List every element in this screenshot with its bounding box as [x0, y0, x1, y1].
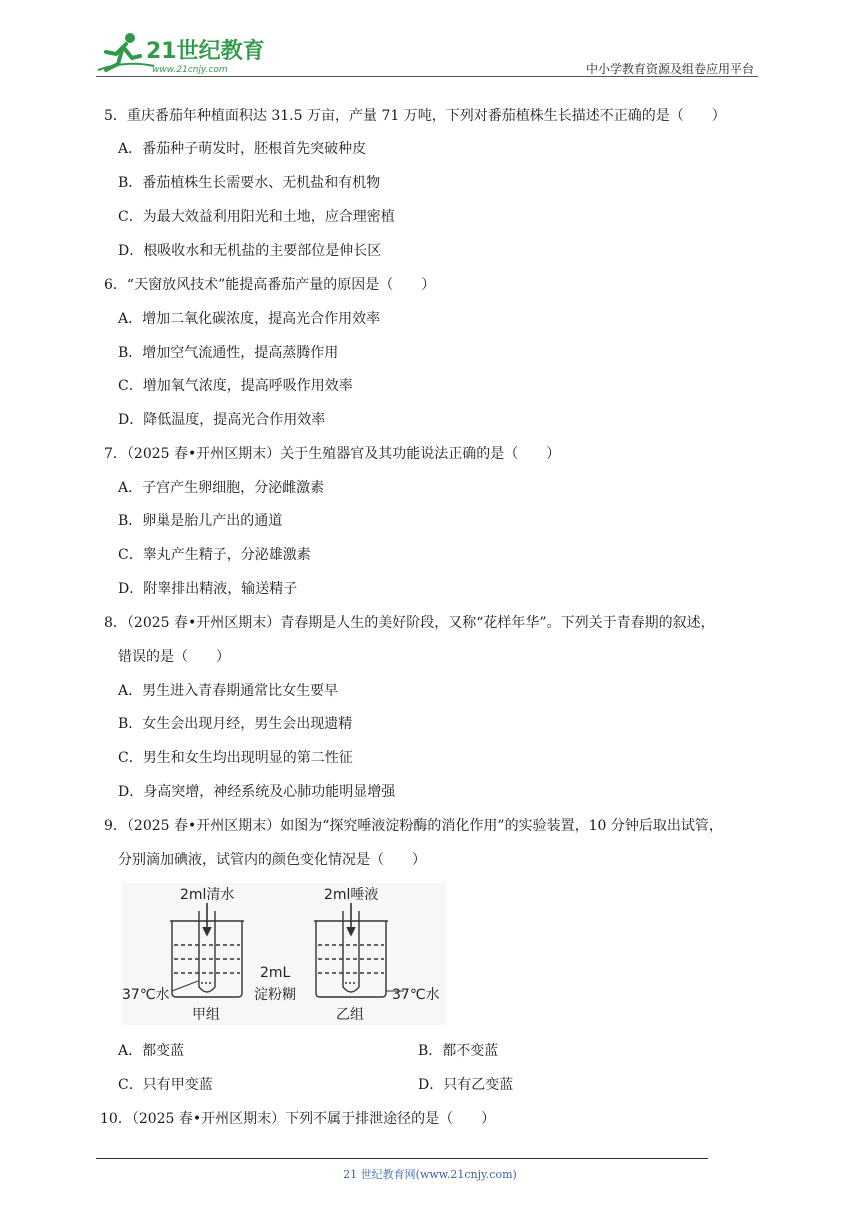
- question-10: 10．（2025 春•开州区期末）下列不属于排泄途径的是（ ）: [100, 1111, 496, 1127]
- q5-option-b: B．番茄植株生长需要水、无机盐和有机物: [118, 175, 381, 191]
- q5-option-d: D．根吸收水和无机盐的主要部位是伸长区: [118, 243, 382, 259]
- q8-option-a: A．男生进入青春期通常比女生要早: [118, 683, 339, 699]
- q9-option-c: C．只有甲变蓝: [118, 1077, 213, 1093]
- q8-option-b: B．女生会出现月经，男生会出现遗精: [118, 716, 353, 732]
- q6-option-c: C．增加氧气浓度，提高呼吸作用效率: [118, 378, 353, 394]
- footer-divider: [96, 1158, 708, 1159]
- q7-option-a: A．子宫产生卵细胞，分泌雌激素: [118, 480, 325, 496]
- left-group-label: 甲组: [192, 1007, 220, 1023]
- footer-link[interactable]: 21 世纪教育网(www.21cnjy.com): [343, 1168, 517, 1181]
- center-volume-label: 2mL: [260, 965, 291, 981]
- q8-option-d: D．身高突增，神经系统及心肺功能明显增强: [118, 784, 396, 800]
- q7-option-c: C．睾丸产生精子，分泌雄激素: [118, 547, 311, 563]
- left-top-label: 2ml清水: [180, 887, 235, 903]
- question-5: 5．重庆番茄年种植面积达 31.5 万亩，产量 71 万吨，下列对番茄植株生长描述不正确的是（ ）: [104, 108, 726, 124]
- question-6: 6．“天窗放风技术”能提高番茄产量的原因是（ ）: [104, 277, 436, 293]
- site-logo: [96, 30, 266, 76]
- svg-text:21世纪教育: 21世纪教育: [146, 39, 265, 64]
- question-8-cont: 错误的是（ ）: [118, 649, 230, 665]
- left-water-label: 37℃水: [122, 987, 170, 1003]
- q9-option-d: D．只有乙变蓝: [418, 1077, 514, 1093]
- q7-option-d: D．附睾排出精液，输送精子: [118, 581, 298, 597]
- right-top-label: 2ml唾液: [324, 887, 379, 903]
- q5-option-a: A．番茄种子萌发时，胚根首先突破种皮: [118, 141, 367, 157]
- question-8: 8．（2025 春•开州区期末）青春期是人生的美好阶段，又称“花样年华”。下列关于青春期的叙述，: [104, 615, 715, 631]
- q6-option-b: B．增加空气流通性，提高蒸腾作用: [118, 345, 339, 361]
- svg-text:www.21cnjy.com: www.21cnjy.com: [152, 65, 228, 75]
- question-9-cont: 分别滴加碘液，试管内的颜色变化情况是（ ）: [118, 852, 426, 868]
- q9-option-a: A．都变蓝: [118, 1043, 185, 1059]
- platform-name: 中小学教育资源及组卷应用平台: [585, 62, 754, 76]
- q8-option-c: C．男生和女生均出现明显的第二性征: [118, 750, 353, 766]
- q5-option-c: C．为最大效益利用阳光和土地，应合理密植: [118, 209, 395, 225]
- center-substance-label: 淀粉糊: [254, 987, 296, 1003]
- question-7: 7．（2025 春•开州区期末）关于生殖器官及其功能说法正确的是（ ）: [104, 446, 561, 462]
- experiment-diagram: [122, 883, 446, 1025]
- q6-option-d: D．降低温度，提高光合作用效率: [118, 412, 326, 428]
- page-header: [96, 30, 758, 80]
- q6-option-a: A．增加二氧化碳浓度，提高光合作用效率: [118, 311, 381, 327]
- header-divider: [96, 76, 758, 77]
- q9-option-b: B．都不变蓝: [418, 1043, 499, 1059]
- right-group-label: 乙组: [336, 1007, 364, 1023]
- question-9: 9．（2025 春•开州区期末）如图为“探究唾液淀粉酶的消化作用”的实验装置，10 分钟后取出试管，: [104, 818, 723, 834]
- q7-option-b: B．卵巢是胎儿产出的通道: [118, 513, 283, 529]
- right-water-label: 37℃水: [392, 987, 440, 1003]
